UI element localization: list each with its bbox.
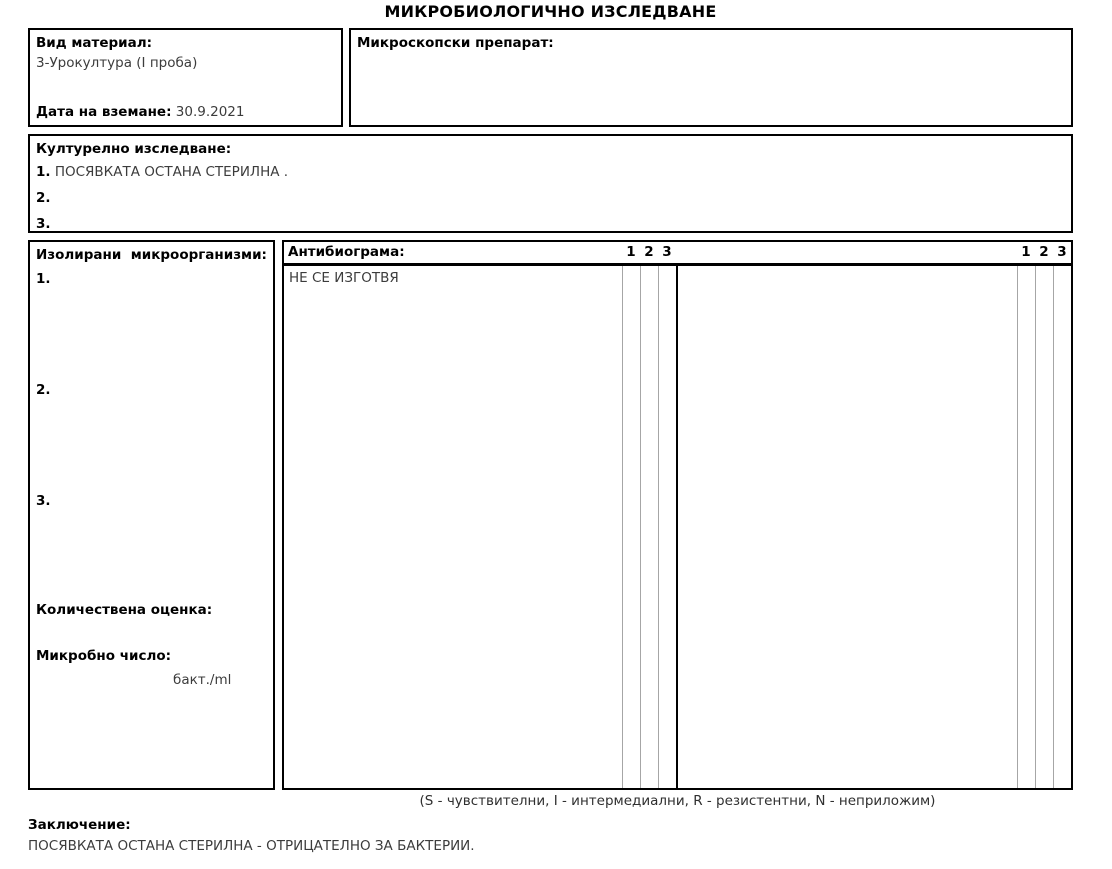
culture-label: Културелно изследване: [36, 141, 232, 157]
culture-item-3 [36, 216, 1065, 232]
antibiogram-column-line [622, 266, 623, 788]
antibiogram-divider [676, 266, 678, 788]
isolated-item-2-number: 2. [36, 382, 51, 398]
antibiogram-right-col-1: 1 [1021, 244, 1031, 260]
page-title: МИКРОБИОЛОГИЧНО ИЗСЛЕДВАНЕ [384, 2, 717, 21]
sensitivity-legend: (S - чувствителни, I - интермедиални, R - резистентни, N - неприложим) [419, 793, 936, 809]
antibiogram-right-col-3: 3 [1057, 244, 1067, 260]
antibiogram-right-col-2: 2 [1039, 244, 1049, 260]
antibiogram-box [282, 240, 1073, 790]
culture-item-1-number: 1. [36, 164, 51, 180]
antibiogram-header [284, 242, 1071, 266]
culture-item-3-number: 3. [36, 216, 51, 232]
antibiogram-column-line [1035, 266, 1036, 788]
microbial-count-label: Микробно число: [36, 648, 172, 664]
antibiogram-column-line [640, 266, 641, 788]
antibiogram-column-line [1053, 266, 1054, 788]
antibiogram-note: НЕ СЕ ИЗГОТВЯ [289, 270, 399, 286]
antibiogram-left-col-3: 3 [662, 244, 672, 260]
isolated-item-1-number: 1. [36, 271, 51, 287]
specimen-box [28, 28, 343, 127]
antibiogram-column-line [1017, 266, 1018, 788]
culture-box [28, 134, 1073, 233]
culture-item-2 [36, 190, 1065, 206]
quantitative-assessment-label: Количествена оценка: [36, 602, 213, 618]
microbial-count-unit: бакт./ml [173, 672, 232, 688]
culture-item-1 [36, 164, 1065, 180]
antibiogram-left-col-1: 1 [626, 244, 636, 260]
antibiogram-left-col-2: 2 [644, 244, 654, 260]
conclusion-label: Заключение: [28, 817, 131, 833]
culture-item-1-text: ПОСЯВКАТА ОСТАНА СТЕРИЛНА . [54, 164, 289, 180]
specimen-value: 3-Урокултура (I проба) [36, 55, 198, 71]
antibiogram-column-line [658, 266, 659, 788]
conclusion-text: ПОСЯВКАТА ОСТАНА СТЕРИЛНА - ОТРИЦАТЕЛНО ЗА БАКТЕРИИ. [28, 838, 475, 854]
collection-date-label: Дата на вземане: [36, 104, 172, 120]
isolated-organisms-box [28, 240, 275, 790]
antibiogram-label: Антибиограма: [288, 244, 405, 260]
microscopy-box [349, 28, 1073, 127]
collection-date-line [36, 104, 245, 120]
specimen-label: Вид материал: [36, 35, 152, 51]
collection-date-value: 30.9.2021 [175, 104, 245, 120]
isolated-item-3-number: 3. [36, 493, 51, 509]
isolated-organisms-label: Изолирани микроорганизми: [36, 247, 267, 263]
culture-item-2-number: 2. [36, 190, 51, 206]
microscopy-label: Микроскопски препарат: [357, 35, 554, 51]
